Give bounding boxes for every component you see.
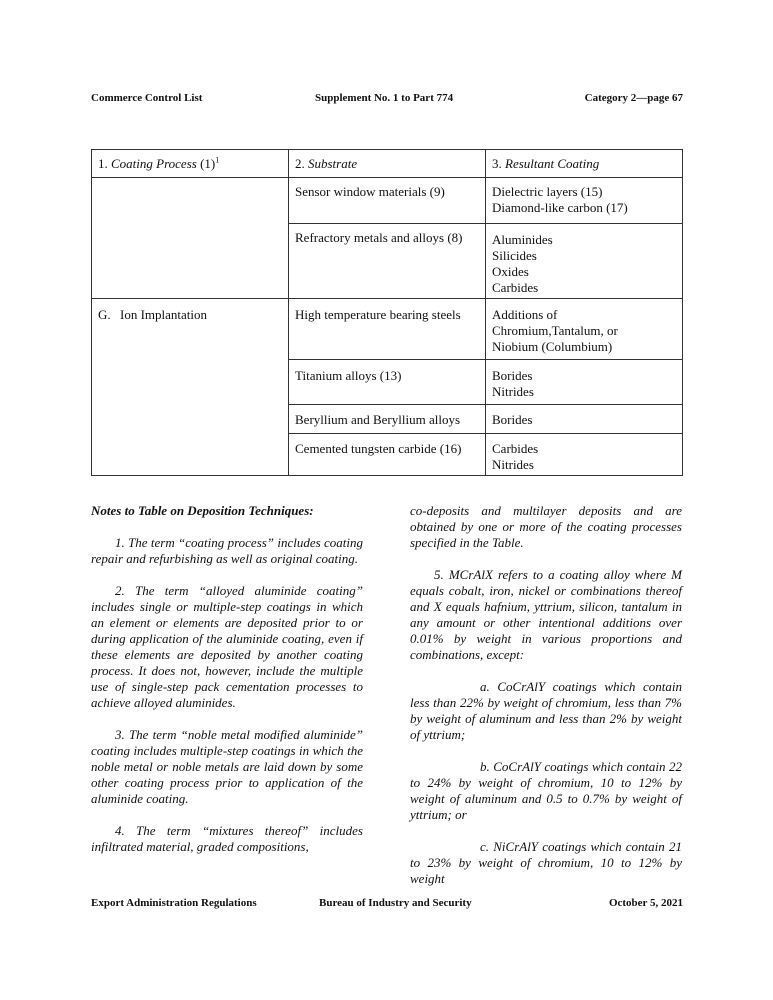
note-1: 1. The term “coating process” includes coating repair and refurbishing as well as original coating.: [91, 535, 363, 566]
header-coating-process: 1. Coating Process $(1)^1$: [92, 150, 289, 178]
note-2: 2. The term “alloyed aluminide coating” includes single or multiple-step coatings in which an element or elements are deposited prior to or during application of the aluminide coating, even if these elements are deposited by another coating process. It does not, however, include the multiple use of single-step pack cementation processes to achieve alloyed aluminides.: [91, 583, 363, 710]
header-right: Category 2—page 67: [584, 92, 683, 104]
process-letter: G.: [98, 307, 111, 322]
substrate-cell: Cemented tungsten carbide (16): [289, 434, 486, 476]
footer-right: October 5, 2021: [608, 897, 683, 909]
notes-column-right: [410, 503, 682, 903]
coating-cell: Borides Nitrides: [486, 360, 683, 405]
note-5a: a. CoCrAlY coatings which contain less than 22% by weight of chromium, less than 7% by weight of aluminum and less than 2% by weight of yttrium;: [410, 679, 682, 742]
note-4-continued: co-deposits and multilayer deposits and are obtained by one or more of the coating processes specified in the Table.: [410, 503, 682, 550]
footer-left: Export Administration Regulations: [91, 897, 257, 909]
note-3: 3. The term “noble metal modified aluminide” coating includes multiple-step coatings in which the noble metal or noble metals are laid down by some other coating process prior to application of the aluminide coating.: [91, 727, 363, 806]
deposition-table: [91, 149, 683, 476]
substrate-cell: Titanium alloys (13): [289, 360, 486, 405]
coating-cell: Dielectric layers (15) Diamond-like carbon (17): [486, 178, 683, 224]
substrate-cell: Refractory metals and alloys (8): [289, 224, 486, 299]
header-substrate: 2. Substrate: [289, 150, 486, 178]
coating-cell: Aluminides Silicides Oxides Carbides: [486, 224, 683, 299]
note-5b: b. CoCrAlY coatings which contain 22 to 24% by weight of chromium, 10 to 12% by weight of aluminum and 0.5 to 0.7% by weight of yttrium; or: [410, 759, 682, 822]
table-row: [92, 299, 683, 360]
substrate-cell: Beryllium and Beryllium alloys: [289, 405, 486, 434]
footnote-ref: 1: [215, 155, 220, 165]
header-center: Supplement No. 1 to Part 774: [315, 92, 454, 104]
process-cell: [92, 299, 289, 476]
note-5: 5. MCrAlX refers to a coating alloy where M equals cobalt, iron, nickel or combinations thereof and X equals hafnium, yttrium, silicon, tantalum in any amount or other intentional additions over 0.01% by weight in various proportions and combinations, except:: [410, 567, 682, 662]
note-5c: c. NiCrAlY coatings which contain 21 to 23% by weight of chromium, 10 to 12% by weight: [410, 839, 682, 886]
process-name: Ion Implantation: [120, 307, 208, 322]
substrate-cell: High temperature bearing steels: [289, 299, 486, 360]
notes-title: Notes to Table on Deposition Techniques:: [91, 503, 314, 518]
header-left: Commerce Control List: [91, 92, 203, 104]
coating-cell: Carbides Nitrides: [486, 434, 683, 476]
coating-cell: Additions of Chromium,Tantalum, or Niobium (Columbium): [486, 299, 683, 360]
coating-cell: Borides: [486, 405, 683, 434]
process-cell: [92, 178, 289, 299]
substrate-cell: Sensor window materials (9): [289, 178, 486, 224]
table-row: [92, 178, 683, 224]
header-resultant-coating: 3. Resultant Coating: [486, 150, 683, 178]
footer-center: Bureau of Industry and Security: [319, 897, 472, 909]
notes-column-left: [91, 503, 363, 871]
note-4: 4. The term “mixtures thereof” includes infiltrated material, graded compositions,: [91, 823, 363, 854]
table-header-row: [92, 150, 683, 178]
